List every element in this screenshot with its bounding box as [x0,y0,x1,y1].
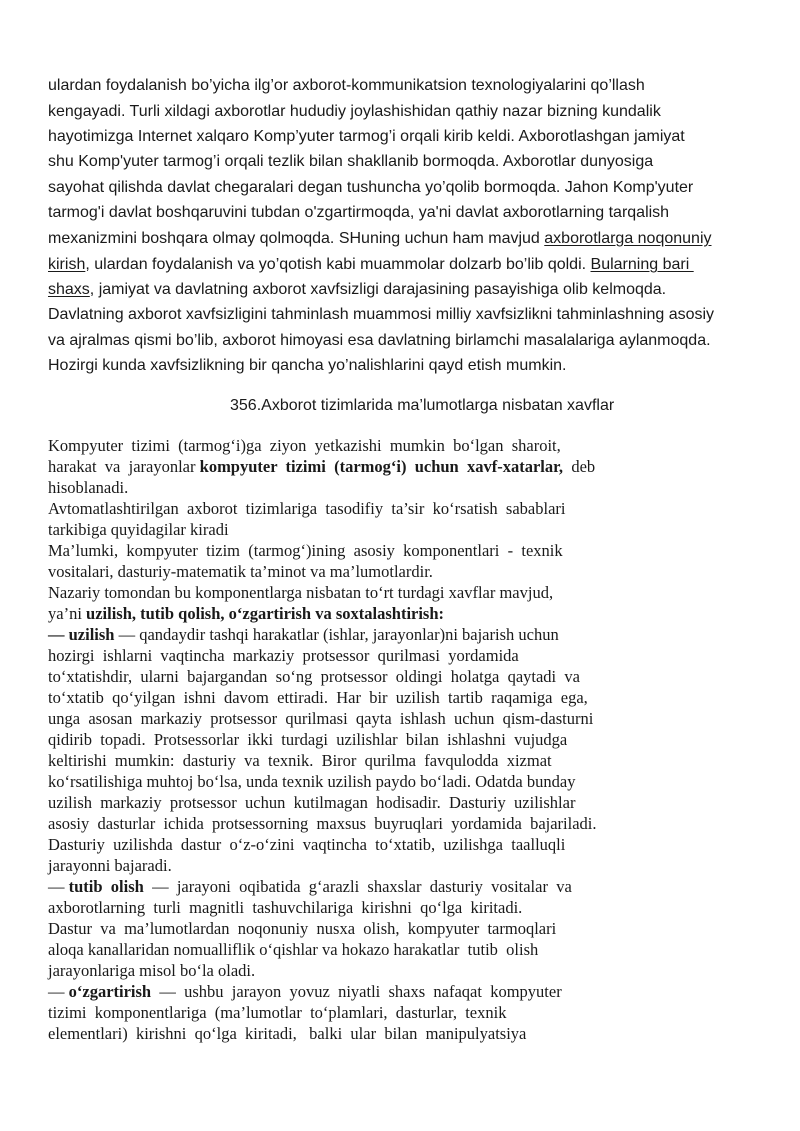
term-ozgartirish: o‘zgartirish [68,982,152,1001]
text-line: shu Komp'yuter tarmog’i orqali tezlik bilan shakllanib bormoqda. Axborotlar dunyosiga [48,153,654,170]
text-line [48,625,559,645]
text-line: axborotlarning turli magnitli tashuvchilariga kirishni qo‘lga kiritadi. [48,898,523,917]
text-line: kengayadi. Turli xildagi axborotlar hududiy joylashishidan qathiy nazar bizning kundalik [48,103,661,120]
text-span: deb [563,457,596,476]
text-line [48,604,444,624]
text-line [48,281,666,299]
underlined-text: kirish [48,256,86,273]
text-line: keltirishi mumkin: dasturiy va texnik. Biror qurilma favqulodda xizmat [48,751,552,770]
term-uzilish: — uzilish [48,625,115,644]
text-line [48,256,694,274]
text-line: Nazariy tomondan bu komponentlarga nisbatan to‘rt turdagi xavflar mavjud, [48,583,554,602]
text-line: to‘xtatishdir, ularni bajargandan so‘ng protsessor oldingi holatga qaytadi va [48,667,580,686]
text-line: ulardan foydalanish bo’yicha ilg’or axborot-kommunikatsion texnologiyalarini qo’llash [48,77,645,94]
text-line: hayotimizga Internet xalqaro Komp’yuter tarmog’i orqali kirib keldi. Axborotlashgan jamiyat [48,128,685,145]
text-line: va ajralmas qismi bo’lib, axborot himoyasi esa davlatning birlamchi masalalariga aylanmoqda. [48,332,711,349]
text-line: jarayonlariga misol bo‘la oladi. [48,961,256,980]
text-line: unga asosan markaziy protsessor qurilmasi qayta ishlash uchun qism-dasturni [48,709,594,728]
text-line: Avtomatlashtirilgan axborot tizimlariga tasodifiy ta’sir ko‘rsatish sabablari [48,499,566,518]
text-line: aloqa kanallaridan nomualliflik o‘qishlar va hokazo harakatlar tutib olish [48,940,539,959]
text-line: asosiy dasturlar ichida protsessorning maxsus buyruqlari yordamida bajariladi. [48,814,597,833]
text-span: , ulardan foydalanish va yo’qotish kabi muammolar dolzarb bo’lib qoldi. [85,256,591,273]
text-span: harakat va jarayonlar [48,457,200,476]
text-line: Dastur va ma’lumotlardan noqonuniy nusxa olish, kompyuter tarmoqlari [48,919,557,938]
text-line: tarmog'i davlat boshqaruvini tubdan o'zgartirmoqda, ya'ni davlat axborotlarning tarqalish [48,204,670,221]
text-line: hozirgi ishlarni vaqtincha markaziy protsessor qurilmasi yordamida [48,646,519,665]
text-span: — [48,877,69,896]
text-line [48,982,562,1002]
text-line: elementlari) kirishni qo‘lga kiritadi, balki ular bilan manipulyatsiya [48,1024,527,1043]
bold-text: uzilish, tutib qolish, o‘zgartirish va soxtalashtirish: [86,604,445,623]
underlined-text: axborotlarga noqonuniy [544,230,712,247]
text-line: Davlatning axborot xavfsizligini tahminlash muammosi milliy xavfsizlikni tahminlashning asosiy [48,306,715,323]
text-line: sayohat qilishda davlat chegaralari degan tushuncha yo’qolib bormoqda. Jahon Komp'yuter [48,179,694,196]
bold-text: kompyuter tizimi (tarmog‘i) uchun xavf-xatarlar, [199,457,564,476]
text-line: vositalari, dasturiy-matematik ta’minot va ma’lumotlardir. [48,562,433,581]
text-line: qidirib topadi. Protsessorlar ikki turdagi uzilishlar bilan ishlashni vujudga [48,730,568,749]
text-line: hisoblanadi. [48,478,129,497]
text-line [48,230,712,248]
text-line: Kompyuter tizimi (tarmog‘i)ga ziyon yetkazishi mumkin bo‘lgan sharoit, [48,436,561,455]
text-span: — qandaydir tashqi harakatlar (ishlar, jarayonlar)ni bajarish uchun [114,625,559,644]
text-line: tarkibiga quyidagilar kiradi [48,520,229,539]
underlined-text: shaxs [48,281,90,298]
text-line: uzilish markaziy protsessor uchun kutilmagan hodisadir. Dasturiy uzilishlar [48,793,576,812]
text-span: — ushbu jarayon yovuz niyatli shaxs nafaqat kompyuter [151,982,562,1001]
text-span: — [48,982,69,1001]
text-line [48,457,595,477]
section-heading: 356.Axborot tizimlarida ma’lumotlarga nisbatan xavflar [230,397,615,414]
text-line: to‘xtatib qo‘yilgan ishni davom ettiradi. Har bir uzilish tartib raqamiga ega, [48,688,588,707]
term-tutib-olish: tutib olish [68,877,144,896]
text-line [48,877,572,897]
text-span: — jarayoni oqibatida g‘arazli shaxslar dasturiy vositalar va [143,877,572,896]
text-line: tizimi komponentlariga (ma’lumotlar to‘plamlari, dasturlar, texnik [48,1003,507,1022]
underlined-text: Bularning bari [590,256,694,273]
text-span: mexanizmini boshqara olmay qolmoqda. SHuning uchun ham mavjud [48,230,545,247]
text-span: ya’ni [48,604,87,623]
text-line: Ma’lumki, kompyuter tizim (tarmog‘)ining asosiy komponentlari - texnik [48,541,563,560]
text-line: jarayonni bajaradi. [48,856,172,875]
text-span: , jamiyat va davlatning axborot xavfsizligi darajasining pasayishiga olib kelmoqda. [89,281,667,298]
text-line: ko‘rsatilishiga muhtoj bo‘lsa, unda texnik uzilish paydo bo‘ladi. Odatda bunday [48,772,576,791]
text-line: Dasturiy uzilishda dastur o‘z-o‘zini vaqtincha to‘xtatib, uzilishga taalluqli [48,835,566,854]
text-line: Hozirgi kunda xavfsizlikning bir qancha yo’nalishlarini qayd etish mumkin. [48,357,567,374]
